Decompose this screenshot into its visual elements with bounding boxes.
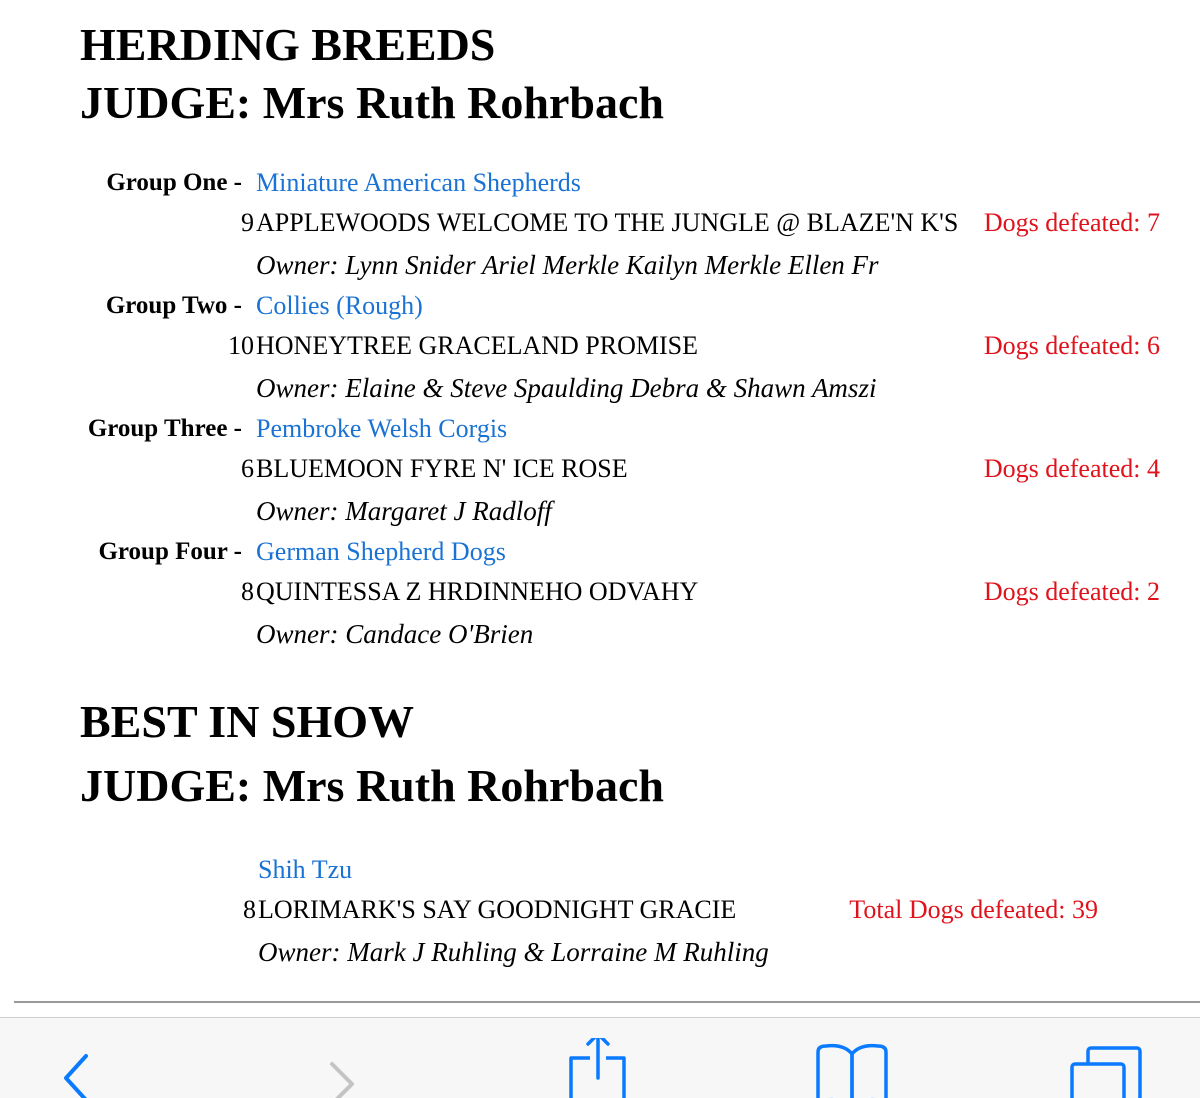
section-title-best-in-show: BEST IN SHOW [80, 696, 415, 747]
dog-row [0, 329, 1200, 363]
group-row [0, 535, 1200, 569]
breed-link[interactable]: German Shepherd Dogs [256, 537, 506, 566]
dogs-defeated: Dogs defeated: 4 [983, 454, 1160, 483]
dog-name: BLUEMOON FYRE N' ICE ROSE [256, 454, 628, 483]
bookmarks-icon [814, 1038, 894, 1098]
dog-number: 8 [241, 577, 254, 606]
back-icon [52, 1038, 122, 1098]
share-icon [562, 1038, 632, 1098]
dogs-defeated: Dogs defeated: 2 [983, 577, 1160, 606]
share-button[interactable] [562, 1038, 632, 1098]
back-button[interactable] [52, 1038, 122, 1098]
dog-name: HONEYTREE GRACELAND PROMISE [256, 331, 698, 360]
total-dogs-defeated: Total Dogs defeated: 39 [849, 895, 1098, 924]
browser-toolbar [0, 1017, 1200, 1098]
bis-dog-row [0, 893, 1200, 927]
bis-breed-row [0, 853, 1200, 887]
group-label: Group Four - [98, 538, 242, 565]
dog-row [0, 575, 1200, 609]
dog-row [0, 206, 1200, 240]
dog-name: QUINTESSA Z HRDINNEHO ODVAHY [256, 577, 699, 606]
dog-row [0, 452, 1200, 486]
bis-judge-heading: JUDGE: Mrs Ruth Rohrbach [80, 760, 664, 811]
owner-text: Owner: Margaret J Radloff [256, 496, 552, 526]
owner-row [0, 248, 1200, 282]
dogs-defeated: Dogs defeated: 7 [983, 208, 1160, 237]
owner-text: Owner: Lynn Snider Ariel Merkle Kailyn Merkle Ellen Fr [256, 250, 879, 280]
dog-number: 8 [243, 895, 256, 924]
group-row [0, 166, 1200, 200]
group-row [0, 289, 1200, 323]
dog-number: 6 [241, 454, 254, 483]
forward-icon [316, 1038, 386, 1098]
breed-link[interactable]: Miniature American Shepherds [256, 168, 581, 197]
forward-button[interactable] [316, 1038, 386, 1098]
dogs-defeated: Dogs defeated: 6 [983, 331, 1160, 360]
bis-owner-row [0, 935, 1200, 969]
content-divider [14, 1001, 1200, 1003]
herding-judge-heading: JUDGE: Mrs Ruth Rohrbach [80, 77, 664, 128]
dog-name: APPLEWOODS WELCOME TO THE JUNGLE @ BLAZE'N K'S [256, 208, 959, 237]
tabs-button[interactable] [1066, 1038, 1136, 1098]
owner-text: Owner: Elaine & Steve Spaulding Debra & Shawn Amszi [256, 373, 877, 403]
bookmarks-button[interactable] [814, 1038, 884, 1098]
breed-link[interactable]: Collies (Rough) [256, 291, 423, 320]
breed-link[interactable]: Shih Tzu [258, 855, 353, 884]
tabs-icon [1066, 1038, 1146, 1098]
group-label: Group One - [106, 169, 242, 196]
owner-text: Owner: Candace O'Brien [256, 619, 534, 649]
breed-link[interactable]: Pembroke Welsh Corgis [256, 414, 508, 443]
dog-name: LORIMARK'S SAY GOODNIGHT GRACIE [258, 895, 737, 924]
section-title-herding: HERDING BREEDS [80, 19, 496, 70]
group-label: Group Three - [87, 415, 242, 442]
group-label: Group Two - [105, 292, 242, 319]
owner-row [0, 371, 1200, 405]
owner-row [0, 494, 1200, 528]
owner-row [0, 617, 1200, 651]
owner-text: Owner: Mark J Ruhling & Lorraine M Ruhling [258, 937, 769, 967]
dog-number: 9 [241, 208, 254, 237]
dog-number: 10 [228, 331, 254, 360]
group-row [0, 412, 1200, 446]
